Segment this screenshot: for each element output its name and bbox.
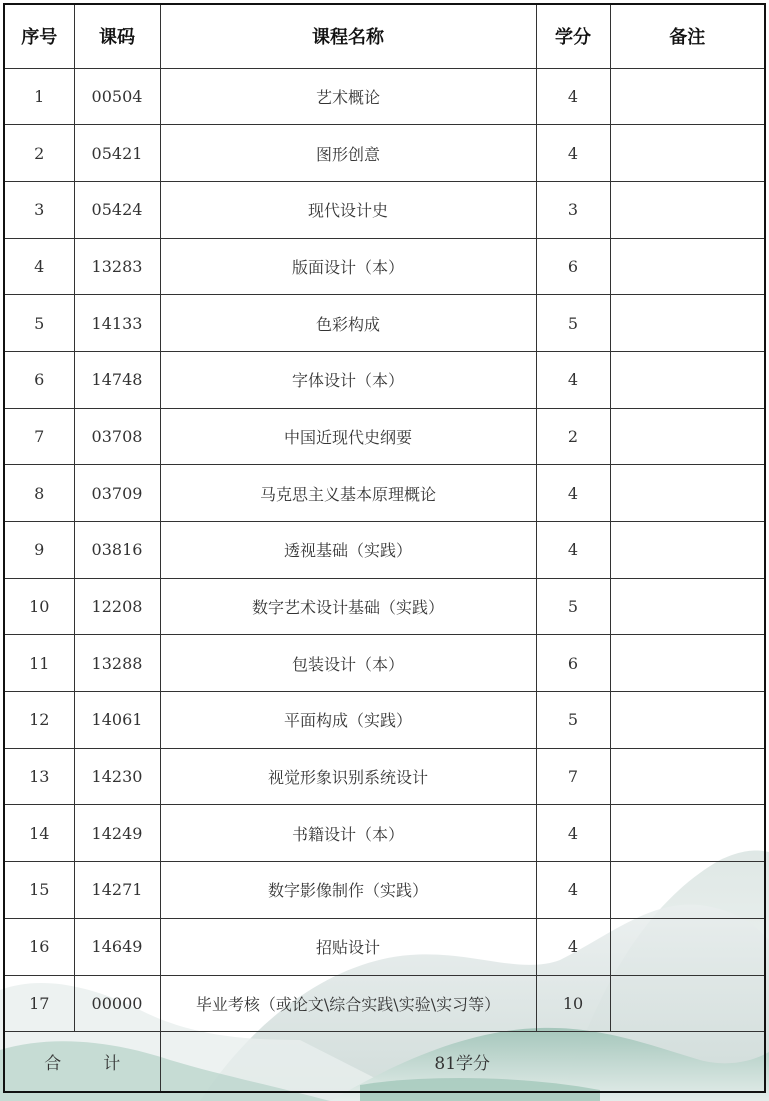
cell-course-name: 毕业考核（或论文\综合实践\实验\实习等） <box>160 975 536 1032</box>
cell-code: 14271 <box>74 862 160 919</box>
cell-course-name: 字体设计（本） <box>160 351 536 408</box>
cell-credit: 10 <box>536 975 610 1032</box>
cell-seq: 17 <box>4 975 74 1032</box>
table-row <box>4 692 765 749</box>
total-credits: 81学分 <box>160 1032 765 1092</box>
cell-credit: 4 <box>536 918 610 975</box>
cell-note <box>610 805 765 862</box>
cell-code: 13283 <box>74 238 160 295</box>
cell-code: 03816 <box>74 522 160 579</box>
cell-note <box>610 862 765 919</box>
cell-credit: 4 <box>536 465 610 522</box>
cell-code: 05424 <box>74 181 160 238</box>
cell-credit: 5 <box>536 578 610 635</box>
cell-credit: 7 <box>536 748 610 805</box>
cell-code: 14230 <box>74 748 160 805</box>
cell-note <box>610 408 765 465</box>
table-row <box>4 805 765 862</box>
cell-credit: 4 <box>536 125 610 182</box>
cell-note <box>610 295 765 352</box>
cell-note <box>610 692 765 749</box>
cell-course-name: 平面构成（实践） <box>160 692 536 749</box>
cell-credit: 2 <box>536 408 610 465</box>
table-row <box>4 68 765 125</box>
cell-code: 03708 <box>74 408 160 465</box>
cell-seq: 3 <box>4 181 74 238</box>
table-row <box>4 748 765 805</box>
cell-seq: 16 <box>4 918 74 975</box>
cell-note <box>610 522 765 579</box>
cell-code: 12208 <box>74 578 160 635</box>
course-table <box>3 3 766 1093</box>
cell-course-name: 中国近现代史纲要 <box>160 408 536 465</box>
cell-seq: 4 <box>4 238 74 295</box>
cell-seq: 12 <box>4 692 74 749</box>
cell-seq: 15 <box>4 862 74 919</box>
total-label <box>4 1032 160 1092</box>
cell-note <box>610 181 765 238</box>
cell-credit: 5 <box>536 295 610 352</box>
cell-course-name: 书籍设计（本） <box>160 805 536 862</box>
cell-credit: 4 <box>536 862 610 919</box>
cell-seq: 11 <box>4 635 74 692</box>
total-row <box>4 1032 765 1092</box>
table-row <box>4 522 765 579</box>
cell-code: 14133 <box>74 295 160 352</box>
header-seq: 序号 <box>4 4 74 68</box>
cell-note <box>610 748 765 805</box>
cell-code: 14249 <box>74 805 160 862</box>
cell-seq: 5 <box>4 295 74 352</box>
cell-course-name: 数字影像制作（实践） <box>160 862 536 919</box>
cell-credit: 4 <box>536 805 610 862</box>
cell-course-name: 图形创意 <box>160 125 536 182</box>
cell-credit: 3 <box>536 181 610 238</box>
cell-credit: 4 <box>536 68 610 125</box>
cell-code: 14061 <box>74 692 160 749</box>
cell-seq: 6 <box>4 351 74 408</box>
cell-course-name: 数字艺术设计基础（实践） <box>160 578 536 635</box>
cell-code: 14748 <box>74 351 160 408</box>
cell-credit: 5 <box>536 692 610 749</box>
cell-seq: 7 <box>4 408 74 465</box>
cell-code: 14649 <box>74 918 160 975</box>
table-row <box>4 635 765 692</box>
cell-note <box>610 578 765 635</box>
cell-note <box>610 975 765 1032</box>
table-row <box>4 918 765 975</box>
header-credit: 学分 <box>536 4 610 68</box>
table-row <box>4 125 765 182</box>
cell-code: 05421 <box>74 125 160 182</box>
cell-note <box>610 918 765 975</box>
cell-note <box>610 351 765 408</box>
cell-code: 00504 <box>74 68 160 125</box>
cell-seq: 13 <box>4 748 74 805</box>
table-row <box>4 578 765 635</box>
cell-code: 00000 <box>74 975 160 1032</box>
cell-credit: 4 <box>536 351 610 408</box>
cell-course-name: 透视基础（实践） <box>160 522 536 579</box>
cell-credit: 6 <box>536 238 610 295</box>
cell-credit: 4 <box>536 522 610 579</box>
cell-note <box>610 238 765 295</box>
cell-course-name: 色彩构成 <box>160 295 536 352</box>
header-code: 课码 <box>74 4 160 68</box>
header-note: 备注 <box>610 4 765 68</box>
total-label-right: 计 <box>103 1053 121 1074</box>
table-row <box>4 351 765 408</box>
table-header-row <box>4 4 765 68</box>
cell-course-name: 版面设计（本） <box>160 238 536 295</box>
cell-seq: 2 <box>4 125 74 182</box>
course-list-page <box>3 3 764 1095</box>
table-row <box>4 238 765 295</box>
table-row <box>4 862 765 919</box>
cell-seq: 9 <box>4 522 74 579</box>
header-name: 课程名称 <box>160 4 536 68</box>
cell-seq: 8 <box>4 465 74 522</box>
cell-course-name: 现代设计史 <box>160 181 536 238</box>
cell-seq: 1 <box>4 68 74 125</box>
total-label-left: 合 <box>44 1053 62 1074</box>
cell-note <box>610 68 765 125</box>
cell-credit: 6 <box>536 635 610 692</box>
cell-seq: 10 <box>4 578 74 635</box>
cell-course-name: 艺术概论 <box>160 68 536 125</box>
table-row <box>4 975 765 1032</box>
table-row <box>4 408 765 465</box>
table-row <box>4 181 765 238</box>
cell-code: 13288 <box>74 635 160 692</box>
cell-note <box>610 465 765 522</box>
cell-course-name: 招贴设计 <box>160 918 536 975</box>
cell-code: 03709 <box>74 465 160 522</box>
cell-note <box>610 635 765 692</box>
table-row <box>4 295 765 352</box>
cell-course-name: 包装设计（本） <box>160 635 536 692</box>
cell-note <box>610 125 765 182</box>
cell-course-name: 马克思主义基本原理概论 <box>160 465 536 522</box>
cell-course-name: 视觉形象识别系统设计 <box>160 748 536 805</box>
table-row <box>4 465 765 522</box>
cell-seq: 14 <box>4 805 74 862</box>
